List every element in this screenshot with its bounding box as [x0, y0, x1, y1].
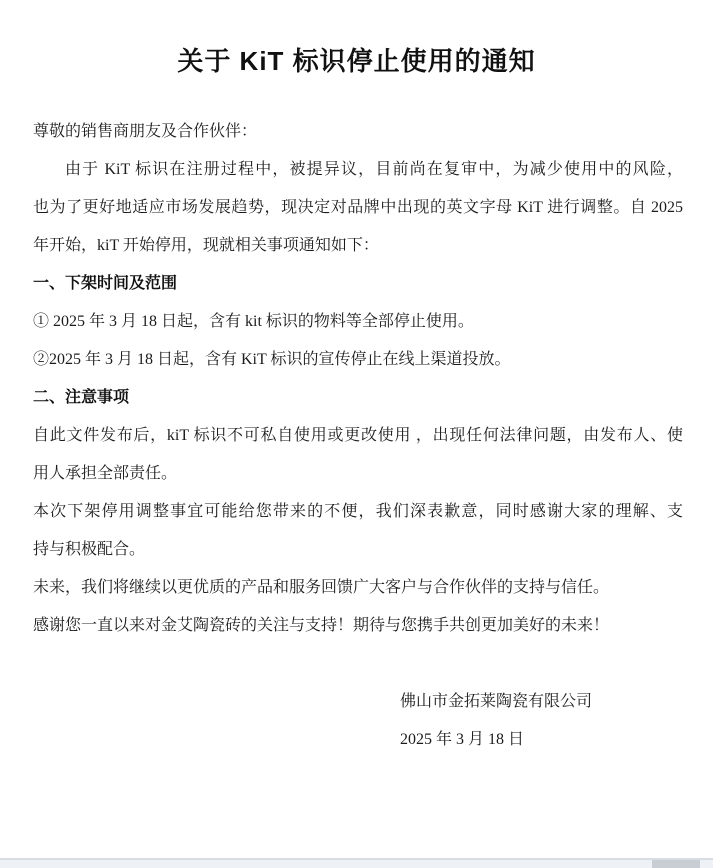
taskbar-item-sliver[interactable]: [652, 860, 700, 868]
taskbar-strip: [0, 860, 713, 868]
intro-line-2: 也为了更好地适应市场发展趋势，现决定对品牌中出现的英文字母 KiT 进行调整。自 2025: [33, 199, 683, 216]
blank-line: [33, 645, 683, 683]
section2-para1-line-2: 用人承担全部责任。: [33, 465, 178, 482]
doc-body: [33, 113, 683, 759]
section1-heading: 一、下架时间及范围: [33, 275, 178, 292]
section2-para2-line-2: 持与积极配合。: [33, 541, 146, 558]
intro-line-1: 由于 KiT 标识在注册过程中，被提异议，目前尚在复审中，为减少使用中的风险，: [65, 161, 683, 178]
section2-para4: 感谢您一直以来对金艾陶瓷砖的关注与支持！期待与您携手共创更加美好的未来！: [33, 617, 610, 634]
section1-item-1: ① 2025 年 3 月 18 日起，含有 kit 标识的物料等全部停止使用。: [33, 313, 474, 330]
intro-line-3: 年开始，kiT 开始停用，现就相关事项通知如下：: [33, 237, 379, 254]
section2-para3: 未来，我们将继续以更优质的产品和服务回馈广大客户与合作伙伴的支持与信任。: [33, 579, 610, 596]
greeting-line: 尊敬的销售商朋友及合作伙伴：: [33, 123, 258, 140]
section2-para2-line-1: 本次下架停用调整事宜可能给您带来的不便，我们深表歉意，同时感谢大家的理解、支: [33, 503, 683, 520]
signature-company: 佛山市金拓莱陶瓷有限公司: [400, 693, 593, 710]
doc-title: 关于 KiT 标识停止使用的通知: [177, 46, 536, 76]
signature-block: [400, 683, 713, 759]
signature-date: 2025 年 3 月 18 日: [400, 731, 525, 748]
section2-para1-line-1: 自此文件发布后，kiT 标识不可私自使用或更改使用 ，出现任何法律问题，由发布人、使: [33, 427, 683, 444]
section1-item-2: ②2025 年 3 月 18 日起，含有 KiT 标识的宣传停止在线上渠道投放。: [33, 351, 511, 368]
section2-heading: 二、注意事项: [33, 389, 130, 406]
